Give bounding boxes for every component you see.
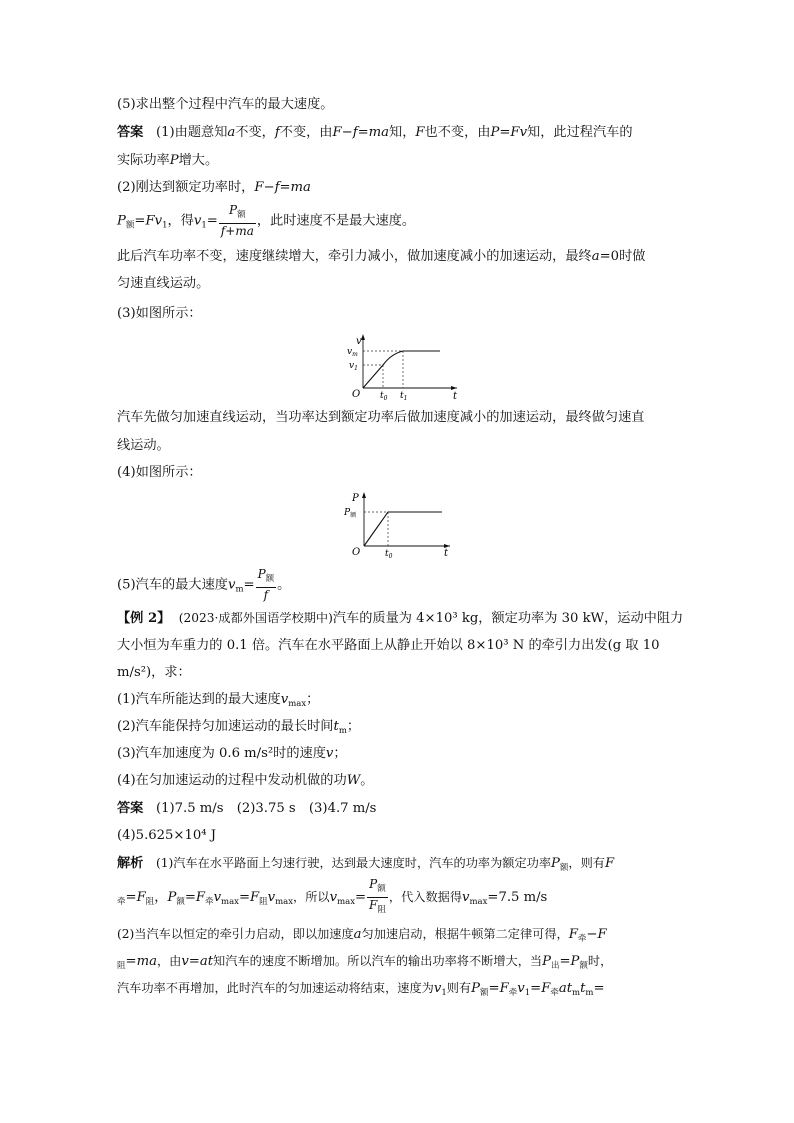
answer-2-line-1: (2)刚达到额定功率时，F−f=ma xyxy=(117,180,311,195)
analysis-line-3: (2)当汽车以恒定的牵引力启动，即以加速度a匀加速启动，根据牛顿第二定律可得，$F_牵-F$ xyxy=(117,927,607,944)
fraction-p-over-f-plus-ma: $\frac{P_额}{f+ma}$ xyxy=(220,203,254,238)
t0-label: $t_0$ xyxy=(380,391,388,400)
velocity-curve xyxy=(363,351,440,388)
answer-3-label: (3)如图所示： xyxy=(117,306,202,321)
answer-3-desc-line-1: 汽车先做匀加速直线运动，当功率达到额定功率后做加速度减小的加速运动，最终做匀速直 xyxy=(117,410,645,425)
example-2-q1: (1)汽车所能达到的最大速度$v_{max}$； xyxy=(117,692,320,709)
axis-v-label: v xyxy=(356,336,362,347)
example-2-answers-1: 答案 (1)7.5 m/s (2)3.75 s (3)4.7 m/s xyxy=(117,801,377,816)
t1-label: $t_1$ xyxy=(400,391,408,400)
answer-3-desc-line-2: 线运动。 xyxy=(117,438,170,453)
origin-label: O xyxy=(352,547,361,558)
example-2-q2: (2)汽车能保持匀加速运动的最长时间$t_m$； xyxy=(117,719,361,736)
analysis-line-4: $_阻$=ma，由v=at知汽车的速度不断增加。所以汽车的输出功率将不断增大，当$P_出=P_额$时， xyxy=(117,954,613,971)
answer-1-line-2: 实际功率P增大。 xyxy=(117,153,219,168)
fraction-p-over-f: $\frac{P_额}{f}$ xyxy=(257,567,275,602)
fraction-p-over-f-zu: $\frac{P_额}{F_阻}$ xyxy=(369,877,386,915)
axis-p-label: P xyxy=(352,493,359,504)
t0-label: $t_0$ xyxy=(385,549,393,558)
example-2-q3: (3)汽车加速度为 0.6 m/s²时的速度v； xyxy=(117,746,347,761)
vm-label: $v_m$ xyxy=(347,347,358,358)
example-2-line-2: 大小恒为车重力的 0.1 倍。汽车在水平路面上从静止开始以 8×10³ N 的牵引力出发(g 取 10 xyxy=(117,638,660,653)
origin-label: O xyxy=(352,389,361,400)
question-5: (5)求出整个过程中汽车的最大速度。 xyxy=(117,97,334,112)
example-2-line-1: 【例 2】 (2023·成都外国语学校期中)汽车的质量为 4×10³ kg，额定功率为 30 kW，运动中阻力 xyxy=(117,611,684,626)
answer-2-line-2: $P_额=Fv_1$，得$v_1=$ $\frac{P_额}{f+ma}$ ，此时速度不是最大速度。 xyxy=(117,203,416,238)
axis-t-label: t xyxy=(444,548,449,558)
example-2-line-3: m/s²)，求： xyxy=(117,665,191,680)
power-curve xyxy=(364,512,442,546)
analysis-line-2: $_牵=F_阻$，$P_额=F_牵v_{max}=F_阻v_{max}$，所以$v_{max}=$ $\frac{P_额}{F_阻}$ ，代入数据得$v_{max}=7.5$ m/s xyxy=(117,877,682,911)
velocity-time-graph xyxy=(345,330,460,400)
axis-t-label: t xyxy=(453,391,458,400)
answer-4-label: (4)如图所示： xyxy=(117,465,202,480)
answer-1-line-1: 答案 (1)由题意知a不变，f不变，由F−f=ma知，F也不变，由P=Fv知，此过程汽车的 xyxy=(117,125,633,140)
paragraph-after-line-1: 此后汽车功率不变，速度继续增大，牵引力减小，做加速度减小的加速运动，最终a=0时做 xyxy=(117,249,646,264)
example-2-answers-2: (4)5.625×10⁴ J xyxy=(117,828,217,843)
analysis-line-5: 汽车功率不再增加，此时汽车的匀加速运动将结束，速度为$v_1$则有$P_额=F_牵v_1=F_牵at_mt_m=$ xyxy=(117,981,605,998)
paragraph-after-line-2: 匀速直线运动。 xyxy=(117,276,210,291)
p-rated-label: $P_额$ xyxy=(344,508,357,519)
answer-5: (5)汽车的最大速度$v_m=$ $\frac{P_额}{f}$ 。 xyxy=(117,567,291,602)
power-time-graph xyxy=(340,488,455,558)
example-2-q4: (4)在匀加速运动的过程中发动机做的功W。 xyxy=(117,773,374,788)
analysis-line-1: 解析 (1)汽车在水平路面上匀速行驶，达到最大速度时，汽车的功率为额定功率$P_额$，则有F xyxy=(117,856,615,873)
v1-label: $v_1$ xyxy=(349,361,358,372)
